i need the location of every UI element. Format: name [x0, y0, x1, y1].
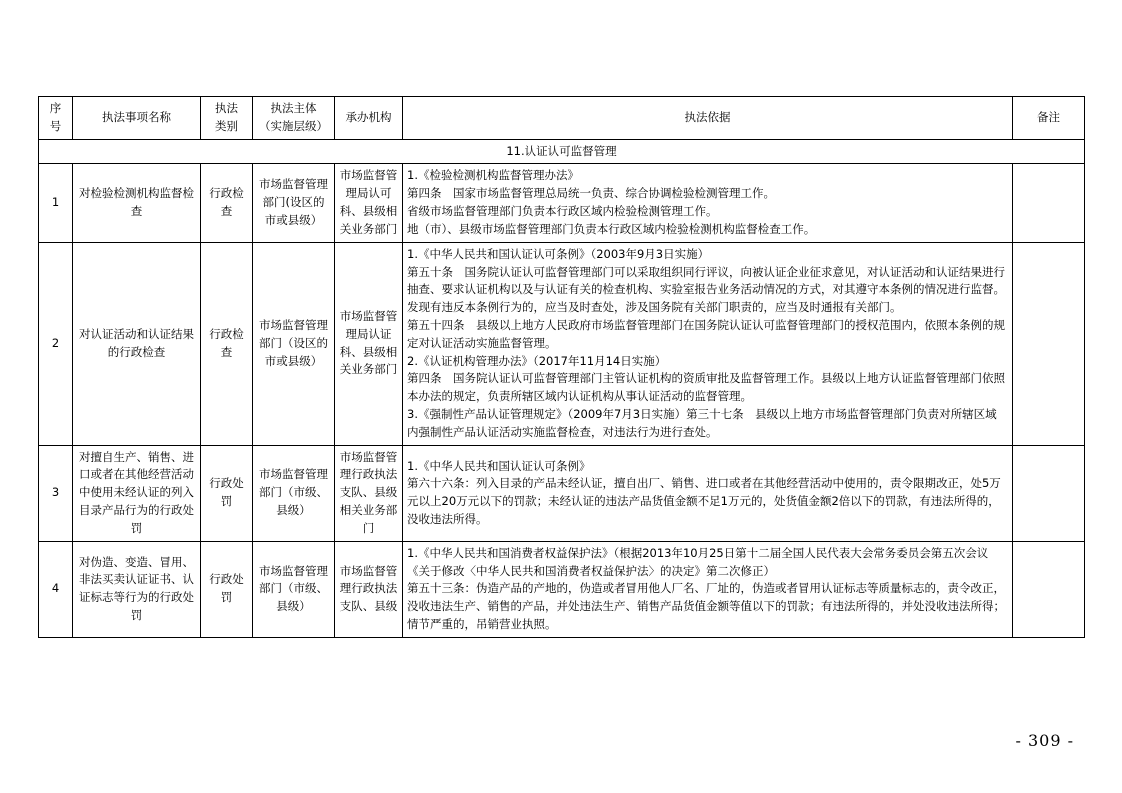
basis-line: 第五十四条 县级以上地方人民政府市场监督管理部门在国务院认证认可监督管理部门的授权范围内，依照本条例的规定对认证活动实施监督管理。	[407, 317, 1005, 350]
basis-line: 1.《中华人民共和国认证认可条例》（2003年9月3日实施）	[407, 246, 710, 261]
column-header-type-line2: 类别	[215, 118, 238, 133]
row-item-subject: 市场监督管理部门（设区的市或县级）	[253, 242, 335, 445]
column-header-subject-line1: 执法主体	[270, 101, 317, 115]
section-title: 11.认证认可监督管理	[39, 139, 1085, 164]
column-header-basis: 执法依据	[403, 97, 1013, 140]
row-item-remark	[1013, 164, 1085, 242]
row-item-name: 对检验检测机构监督检查	[73, 164, 201, 242]
table-row	[39, 242, 1085, 445]
row-item-org: 市场监督管理局认证科、县级相关业务部门	[335, 242, 403, 445]
row-item-remark	[1013, 445, 1085, 541]
basis-line: 第四条 国务院认证认可监督管理部门主管认证机构的资质审批及监督管理工作。县级以上地方认证监督管理部门依照本办法的规定，负责所辖区域内认证机构从事认证活动的监督管理。	[407, 371, 1005, 404]
row-item-type: 行政检查	[201, 242, 253, 445]
row-item-subject: 市场监督管理部门（市级、县级）	[253, 445, 335, 541]
row-item-remark	[1013, 541, 1085, 637]
table-header-row	[39, 97, 1085, 140]
row-item-name: 对擅自生产、销售、进口或者在其他经营活动中使用未经认证的列入目录产品行为的行政处罚	[73, 445, 201, 541]
row-item-org: 市场监督管理局认可科、县级相关业务部门	[335, 164, 403, 242]
table-row	[39, 541, 1085, 637]
basis-line: 第五十条 国务院认证认可监督管理部门可以采取组织同行评议，向被认证企业征求意见，对认证活动和认证结果进行抽查、要求认证机构以及与认证有关的检查机构、实验室报告业务活动情况的方式，对其遵守本条例的情况进行监督。发现有违反本条例行为的，应当及时查处，涉及国务院有关部门职责的，应当及时通报有关部门。	[407, 264, 1005, 315]
column-header-seq	[39, 97, 73, 140]
page-number: - 309 -	[1015, 731, 1074, 750]
column-header-type-line1: 执法	[215, 101, 238, 115]
row-item-basis	[403, 164, 1013, 242]
enforcement-items-table	[38, 96, 1084, 638]
row-item-org: 市场监督管理行政执法支队、县级	[335, 541, 403, 637]
basis-line: 地（市）、县级市场监督管理部门负责本行政区域内检验检测机构监督检查工作。	[407, 221, 816, 236]
row-item-name: 对认证活动和认证结果的行政检查	[73, 242, 201, 445]
row-item-org: 市场监督管理行政执法支队、县级相关业务部门	[335, 445, 403, 541]
row-seq: 1	[39, 164, 73, 242]
row-item-type: 行政处罚	[201, 445, 253, 541]
row-item-type: 行政处罚	[201, 541, 253, 637]
section-title-row	[39, 139, 1085, 164]
row-item-remark	[1013, 242, 1085, 445]
column-header-subject-line2: （实施层级）	[259, 118, 328, 133]
row-item-type: 行政检查	[201, 164, 253, 242]
row-item-basis	[403, 445, 1013, 541]
table-row	[39, 164, 1085, 242]
basis-line: 1.《中华人民共和国消费者权益保护法》（根据2013年10月25日第十二届全国人民代表大会常务委员会第五次会议《关于修改〈中华人民共和国消费者权益保护法〉的决定》第二次修正）	[407, 545, 989, 578]
row-seq: 3	[39, 445, 73, 541]
basis-line: 2.《认证机构管理办法》（2017年11月14日实施）	[407, 353, 667, 368]
basis-line: 1.《中华人民共和国认证认可条例》	[407, 458, 591, 473]
column-header-type	[201, 97, 253, 140]
column-header-seq-line1: 序	[49, 101, 62, 115]
column-header-remark: 备注	[1013, 97, 1085, 140]
column-header-subject	[253, 97, 335, 140]
column-header-name: 执法事项名称	[73, 97, 201, 140]
row-item-basis	[403, 242, 1013, 445]
basis-line: 3.《强制性产品认证管理规定》（2009年7月3日实施）第三十七条 县级以上地方市场监督管理部门负责对所辖区域内强制性产品认证活动实施监督检查，对违法行为进行查处。	[407, 407, 997, 439]
row-seq: 2	[39, 242, 73, 445]
table-row	[39, 445, 1085, 541]
column-header-seq-line2: 号	[49, 118, 62, 133]
basis-line: 第五十三条：伪造产品的产地的，伪造或者冒用他人厂名、厂址的，伪造或者冒用认证标志等质量标志的，责令改正，没收违法生产、销售的产品，并处违法生产、销售产品货值金额等值以下的罚款；有违法所得的，并处没收违法所得；情节严重的，吊销营业执照。	[407, 581, 1005, 631]
row-item-basis	[403, 541, 1013, 637]
row-item-subject: 市场监督管理部门(设区的市或县级）	[253, 164, 335, 242]
row-seq: 4	[39, 541, 73, 637]
row-item-name: 对伪造、变造、冒用、非法买卖认证证书、认证标志等行为的行政处罚	[73, 541, 201, 637]
basis-line: 第四条 国家市场监督管理总局统一负责、综合协调检验检测管理工作。	[407, 186, 775, 201]
basis-line: 第六十六条：列入目录的产品未经认证，擅自出厂、销售、进口或者在其他经营活动中使用的，责令限期改正，处5万元以上20万元以下的罚款；未经认证的违法产品货值金额不足1万元的，处货值金额2倍以下的罚款，有违法所得的，没收违法所得。	[407, 476, 1001, 526]
basis-line: 省级市场监督管理部门负责本行政区域内检验检测管理工作。	[407, 204, 718, 219]
basis-line: 1.《检验检测机构监督管理办法》	[407, 168, 579, 183]
row-item-subject: 市场监督管理部门（市级、县级）	[253, 541, 335, 637]
column-header-org: 承办机构	[335, 97, 403, 140]
